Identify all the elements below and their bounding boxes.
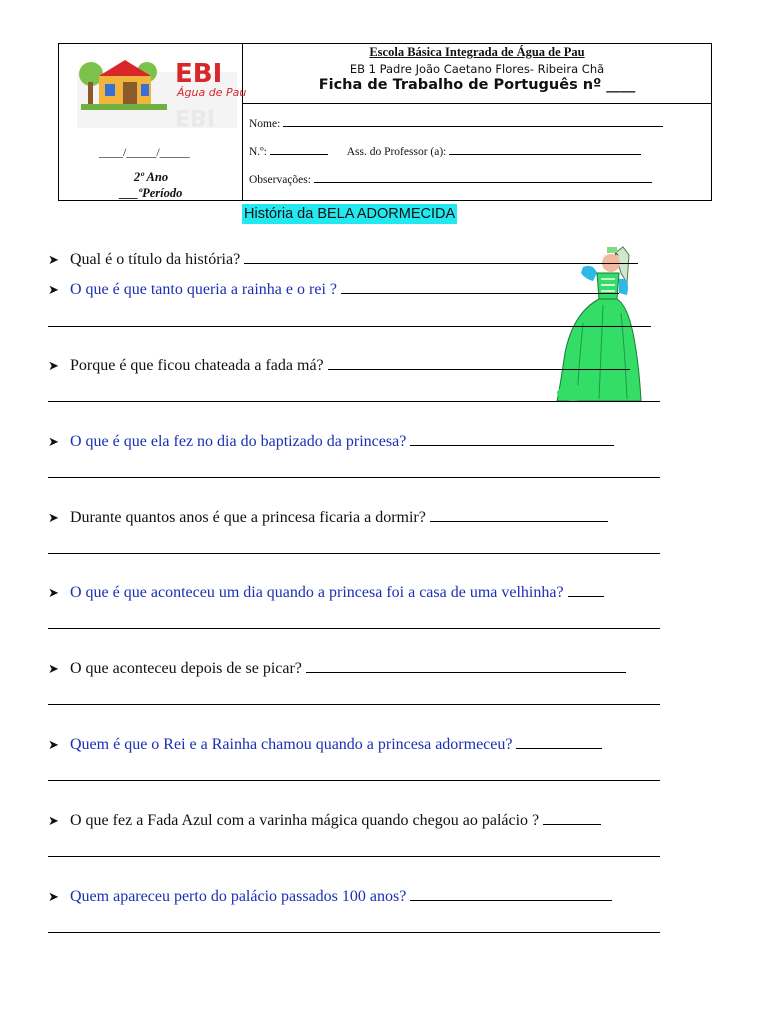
observations-field[interactable] (249, 172, 652, 186)
number-line[interactable] (270, 144, 328, 155)
answer-line[interactable] (568, 582, 604, 597)
arrow-bullet-icon: ➤ (48, 813, 59, 828)
answer-line[interactable] (341, 279, 619, 294)
question-text: Quem apareceu perto do palácio passados 100 anos? (70, 888, 407, 905)
header-title-cell (243, 44, 711, 104)
number-label: N.º: (249, 146, 267, 158)
question-1 (48, 249, 638, 270)
answer-line[interactable] (48, 856, 660, 857)
worksheet-header (58, 43, 712, 201)
name-field[interactable] (249, 116, 663, 130)
arrow-bullet-icon: ➤ (48, 585, 59, 600)
question-8 (48, 734, 602, 755)
question-7 (48, 658, 626, 679)
question-text: O que aconteceu depois de se picar? (70, 660, 302, 677)
answer-line[interactable] (410, 431, 614, 446)
question-3 (48, 355, 630, 376)
answer-line[interactable] (48, 553, 660, 554)
answer-line[interactable] (48, 477, 660, 478)
arrow-bullet-icon: ➤ (48, 889, 59, 904)
question-10 (48, 886, 612, 907)
arrow-bullet-icon: ➤ (48, 358, 59, 373)
question-text: Qual é o título da história? (70, 251, 241, 268)
svg-text:EBI: EBI (175, 104, 215, 129)
question-text: O que é que aconteceu um dia quando a princesa foi a casa de uma velhinha? (70, 584, 564, 601)
school-logo (77, 52, 247, 129)
arrow-bullet-icon: ➤ (48, 510, 59, 525)
name-label: Nome: (249, 118, 281, 130)
question-text: Porque é que ficou chateada a fada má? (70, 357, 324, 374)
answer-line[interactable] (48, 932, 660, 933)
header-left-cell (59, 44, 247, 200)
teacher-sign-label: Ass. do Professor (a): (346, 146, 447, 158)
answer-line[interactable] (328, 355, 630, 370)
answer-line[interactable] (48, 628, 660, 629)
teacher-sign-line[interactable] (449, 144, 641, 155)
answer-line[interactable] (410, 886, 612, 901)
answer-line[interactable] (48, 780, 660, 781)
answer-line[interactable] (430, 507, 608, 522)
question-5 (48, 507, 608, 528)
arrow-bullet-icon: ➤ (48, 252, 59, 267)
story-title: História da BELA ADORMECIDA (244, 206, 456, 222)
question-text: O que é que tanto queria a rainha e o rei ? (70, 281, 337, 298)
worksheet-title: Ficha de Trabalho de Português nº ____ (318, 77, 636, 93)
period-label[interactable]: ___ºPeríodo (119, 186, 183, 200)
grade-label: 2º Ano (133, 170, 169, 184)
answer-line[interactable] (48, 401, 660, 402)
date-field[interactable]: ____/_____/_____ (99, 145, 190, 159)
question-text: O que fez a Fada Azul com a varinha mágica quando chegou ao palácio ? (70, 812, 540, 829)
observations-line[interactable] (314, 172, 652, 183)
answer-line[interactable] (306, 658, 626, 673)
answer-line[interactable] (244, 249, 638, 264)
number-field[interactable] (249, 144, 641, 158)
arrow-bullet-icon: ➤ (48, 282, 59, 297)
logo-sub-text: Água de Pau (177, 86, 247, 99)
question-9 (48, 810, 601, 831)
arrow-bullet-icon: ➤ (48, 737, 59, 752)
answer-line[interactable] (516, 734, 602, 749)
grade-period (59, 169, 243, 201)
answer-line[interactable] (543, 810, 601, 825)
observations-label: Observações: (249, 174, 311, 186)
arrow-bullet-icon: ➤ (48, 434, 59, 449)
logo-ebi-text: EBI (175, 59, 223, 89)
name-line[interactable] (283, 116, 663, 127)
question-4 (48, 431, 614, 452)
answer-line[interactable] (48, 704, 660, 705)
question-text: O que é que ela fez no dia do baptizado da princesa? (70, 433, 407, 450)
answer-line[interactable] (48, 326, 651, 327)
question-6 (48, 582, 604, 603)
arrow-bullet-icon: ➤ (48, 661, 59, 676)
question-2 (48, 279, 619, 300)
school-name: Escola Básica Integrada de Água de Pau (369, 45, 585, 59)
school-unit: EB 1 Padre João Caetano Flores- Ribeira Chã (349, 62, 605, 76)
question-text: Durante quantos anos é que a princesa ficaria a dormir? (70, 509, 426, 526)
question-text: Quem é que o Rei e a Rainha chamou quando a princesa adormeceu? (70, 736, 513, 753)
